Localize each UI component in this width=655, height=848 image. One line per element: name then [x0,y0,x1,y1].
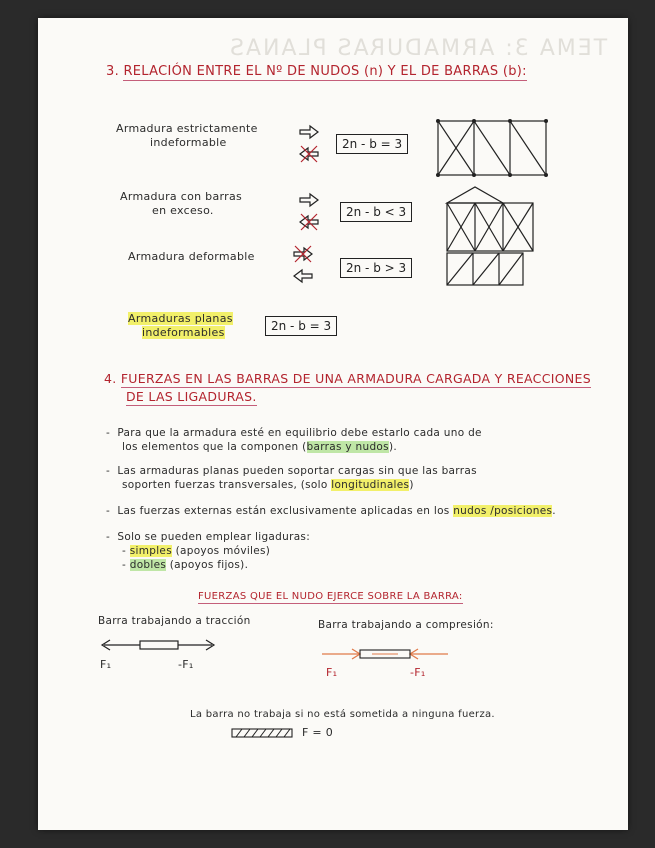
f-zero: F = 0 [302,726,334,739]
section3-title: RELACIÓN ENTRE EL Nº DE NUDOS (n) Y EL DE BARRAS (b): [123,64,527,79]
compression-bar-diagram [320,646,450,662]
ghost-header: TEMA 3: ARMADURAS PLANAS [228,36,608,61]
equation-box-2: 2n - b < 3 [340,202,412,222]
truss-diagram-deformable [445,251,525,287]
equation-box-1: 2n - b = 3 [336,134,408,154]
unloaded-bar-diagram [231,728,293,738]
section4-heading: 4. FUERZAS EN LAS BARRAS DE UNA ARMADURA CARGADA Y REACCIONES DE LAS LIGADURAS. [104,371,591,404]
truss-type-3-label: Armadura deformable [128,250,255,263]
section3-heading [106,65,527,79]
compression-f-left: F₁ [326,666,338,679]
equation-box-planar: 2n - b = 3 [265,316,337,336]
double-arrow-icon [298,124,320,162]
section3-number: 3. [106,64,120,79]
compression-label: Barra trabajando a compresión: [318,619,494,631]
forces-subtitle: FUERZAS QUE EL NUDO EJERCE SOBRE LA BARRA: [198,591,463,602]
bullet-3: - Las fuerzas externas están exclusivamente aplicadas en los nudos /posiciones. [106,505,556,517]
compression-f-right: -F₁ [410,666,426,679]
traction-bar-diagram [98,638,218,652]
truss-type-1-label: Armadura estrictamente indeformable [116,122,258,149]
truss-diagram-rigid [436,119,548,177]
traction-label: Barra trabajando a tracción [98,615,251,627]
equation-box-3: 2n - b > 3 [340,258,412,278]
truss-type-2-label: Armadura con barras en exceso. [120,190,243,217]
notebook-page [38,18,628,830]
traction-f-right: -F₁ [178,658,194,671]
double-arrow-icon [298,192,320,230]
bullet-2: - Las armaduras planas pueden soportar cargas sin que las barras soporten fuerzas transversales, (solo longitudinales) [106,465,477,491]
truss-diagram-excess [445,185,535,255]
traction-f-left: F₁ [100,658,112,671]
planar-label: Armaduras planas indeformables [128,312,233,339]
no-work-sentence: La barra no trabaja si no está sometida a ninguna fuerza. [190,709,495,720]
double-arrow-icon [292,246,314,284]
bullet-4: - Solo se pueden emplear ligaduras: - simples (apoyos móviles) - dobles (apoyos fijos). [106,531,311,571]
bullet-1: - Para que la armadura esté en equilibrio debe estarlo cada uno de los elementos que la componen (barras y nudos). [106,427,482,453]
